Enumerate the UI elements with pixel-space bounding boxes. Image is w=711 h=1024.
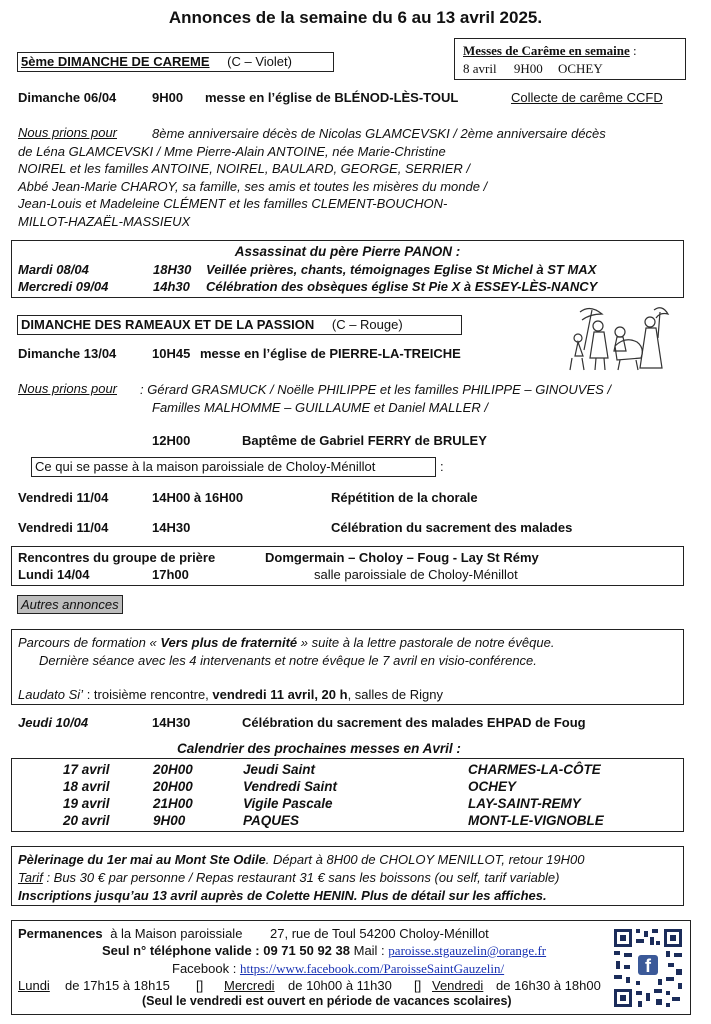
permanences-where: à la Maison paroissiale bbox=[110, 926, 243, 941]
calendar-row: 20 avril 9H00 PAQUES MONT-LE-VIGNOBLE bbox=[63, 813, 604, 828]
laudato-date: vendredi 11 avril, 20 h bbox=[212, 687, 348, 702]
formation-suite: » suite à la lettre pastorale de notre évêque. bbox=[300, 635, 555, 650]
bapteme-time: 12H00 bbox=[152, 433, 191, 448]
careme-week-colon: : bbox=[633, 43, 637, 58]
sunday1-collecte: Collecte de carême CCFD bbox=[511, 90, 663, 105]
svg-text:f: f bbox=[645, 956, 651, 976]
sunday1-label: 5ème DIMANCHE DE CAREME bbox=[21, 54, 210, 69]
maison-colon: : bbox=[440, 459, 444, 474]
formation-box bbox=[11, 629, 684, 705]
autres-annonces-label: Autres annonces bbox=[17, 595, 123, 614]
careme-week-time: 9H00 bbox=[513, 61, 543, 76]
rameaux-mass: messe en l’église de PIERRE-LA-TREICHE bbox=[200, 346, 461, 361]
rameaux-prions-label: Nous prions pour bbox=[18, 381, 117, 396]
priere-places: Domgermain – Choloy – Foug - Lay St Rémy bbox=[265, 550, 539, 565]
rameaux-day: Dimanche 13/04 bbox=[18, 346, 117, 361]
facebook-link[interactable]: https://www.facebook.com/ParoisseSaintGauzelin/ bbox=[239, 961, 505, 976]
pelerinage-tarif-label: Tarif bbox=[18, 870, 43, 885]
rameaux-color: (C – Rouge) bbox=[331, 317, 403, 332]
calendar-row: 19 avril 21H00 Vigile Pascale LAY-SAINT-REMY bbox=[63, 796, 581, 811]
mercredi-hours: de 10h00 à 11h30 bbox=[288, 978, 392, 993]
pelerinage-tarif: : Bus 30 € par personne / Repas restaurant 31 € sans les boissons (ou self, tarif variable) bbox=[46, 870, 560, 885]
pelerinage-depart: . Départ à 8H00 de CHOLOY MENILLOT, retour 19H00 bbox=[265, 852, 585, 867]
sunday1-prions-text: 8ème anniversaire décès de Nicolas GLAMCEVSKI / 2ème anniversaire décès de Léna GLAMCEVSKI / Mme Pierre-Alain ANTOINE, née Marie-Christine NOIREL et les familles ANTOINE, NOIREL, BAULARD, GEORGE, SERRIER / Abbé Jean-Marie CHAROY, sa famille, ses amis et toutes les misères du monde / Jean-Louis et Madeleine CLÉMENT et les familles CLEMENT-BOUCHON- MILLOT-HAZAËL-MASSIEUX bbox=[18, 126, 606, 229]
permanences-address: 27, rue de Toul 54200 Choloy-Ménillot bbox=[270, 926, 489, 941]
sunday1-time: 9H00 bbox=[152, 90, 184, 105]
maison-heading-box bbox=[31, 457, 436, 477]
rameaux-prions-text: : Gérard GRASMUCK / Noëlle PHILIPPE et les familles PHILIPPE – GINOUVES / Familles MALHOMME – GUILLAUME et Daniel MALLER / bbox=[140, 382, 612, 415]
pelerinage-box bbox=[11, 846, 684, 906]
bapteme-text: Baptême de Gabriel FERRY de BRULEY bbox=[242, 433, 487, 448]
calendar-heading: Calendrier des prochaines messes en Avril : bbox=[177, 741, 461, 756]
priere-time: 17h00 bbox=[152, 567, 189, 582]
careme-week-box bbox=[454, 38, 686, 80]
formation-intro: Parcours de formation « bbox=[18, 635, 157, 650]
rameaux-time: 10H45 bbox=[152, 346, 191, 361]
sunday1-mass: messe en l’église de BLÉNOD-LÈS-TOUL bbox=[205, 90, 459, 105]
qr-code-icon bbox=[612, 927, 684, 1009]
sunday1-day: Dimanche 06/04 bbox=[18, 90, 117, 105]
formation-line2: Dernière séance avec les 4 intervenants et notre évêque le 7 avril en visio-conférence. bbox=[39, 653, 537, 668]
mail-label: Mail : bbox=[353, 943, 385, 958]
vendredi-label: Vendredi bbox=[432, 978, 484, 993]
rameaux-label-box bbox=[17, 315, 462, 335]
pelerinage-inscriptions: Inscriptions jusqu’au 13 avril auprès de Colette HENIN. Plus de détail sur les affiches. bbox=[18, 888, 547, 903]
mercredi-label: Mercredi bbox=[224, 978, 275, 993]
sunday1-color: (C – Violet) bbox=[227, 54, 292, 69]
phone-number: Seul n° téléphone valide : 09 71 50 92 38 bbox=[102, 943, 350, 958]
careme-week-place: OCHEY bbox=[557, 61, 603, 76]
priere-heading: Rencontres du groupe de prière bbox=[18, 550, 216, 565]
careme-week-heading: Messes de Carême en semaine bbox=[463, 43, 630, 58]
calendar-row: 17 avril 20H00 Jeudi Saint CHARMES-LA-CÔTE bbox=[63, 762, 601, 777]
lundi-hours: de 17h15 à 18h15 bbox=[65, 978, 170, 993]
laudato-text: : troisième rencontre, bbox=[86, 687, 209, 702]
permanences-note: (Seul le vendredi est ouvert en période de vacances scolaires) bbox=[142, 994, 512, 1008]
lundi-label: Lundi bbox=[18, 978, 50, 993]
palm-sunday-illustration bbox=[560, 302, 670, 374]
rameaux-label: DIMANCHE DES RAMEAUX ET DE LA PASSION bbox=[21, 317, 315, 332]
priere-day: Lundi 14/04 bbox=[18, 567, 90, 582]
priere-place: salle paroissiale de Choloy-Ménillot bbox=[314, 567, 518, 582]
vendredi-hours: de 16h30 à 18h00 bbox=[496, 978, 601, 993]
permanences-box: Permanences à la Maison paroissiale 27, rue de Toul 54200 Choloy-Ménillot Seul n° téléphone valide : 09 71 50 92 38 Mail : paroisse.stgauzelin@orange.fr Facebook : https://www.facebook.com/ParoisseSaintGauzelin/ Lundi de 17h15 à 18h15 [] Mercredi de 10h00 à 11h30 [] Vendredi de 16h30 à 18h00 (Seul le vendredi est ouvert en période de vacances scolaires) f bbox=[11, 920, 691, 1015]
sunday1-label-box bbox=[17, 52, 334, 72]
calendar-row: 18 avril 20H00 Vendredi Saint OCHEY bbox=[63, 779, 517, 794]
priere-box bbox=[11, 546, 684, 586]
maison-heading: Ce qui se passe à la maison paroissiale de Choloy-Ménillot bbox=[35, 459, 376, 474]
pelerinage-title: Pèlerinage du 1er mai au Mont Ste Odile bbox=[18, 852, 266, 867]
careme-week-date: 8 avril bbox=[463, 61, 497, 76]
calendar-box bbox=[11, 758, 684, 832]
permanences-label: Permanences bbox=[18, 926, 103, 941]
page-title: Annonces de la semaine du 6 au 13 avril 2025. bbox=[168, 8, 543, 27]
laudato-place: , salles de Rigny bbox=[347, 687, 443, 702]
laudato-title: Laudato Si’ bbox=[18, 687, 84, 702]
sunday1-prions-label: Nous prions pour bbox=[18, 125, 117, 140]
facebook-label: Facebook : bbox=[172, 961, 237, 976]
formation-title: Vers plus de fraternité bbox=[160, 635, 298, 650]
panon-heading: Assassinat du père Pierre PANON : bbox=[234, 244, 461, 259]
mail-link[interactable]: paroisse.stgauzelin@orange.fr bbox=[388, 943, 547, 958]
panon-box: Assassinat du père Pierre PANON : Mardi 08/04 18H30 Veillée prières, chants, témoignages Eglise St Michel à ST MAX Mercredi 09/04 14h30 Célébration des obsèques église St Pie X à ESSEY-LÈS-NANCY bbox=[11, 240, 684, 298]
